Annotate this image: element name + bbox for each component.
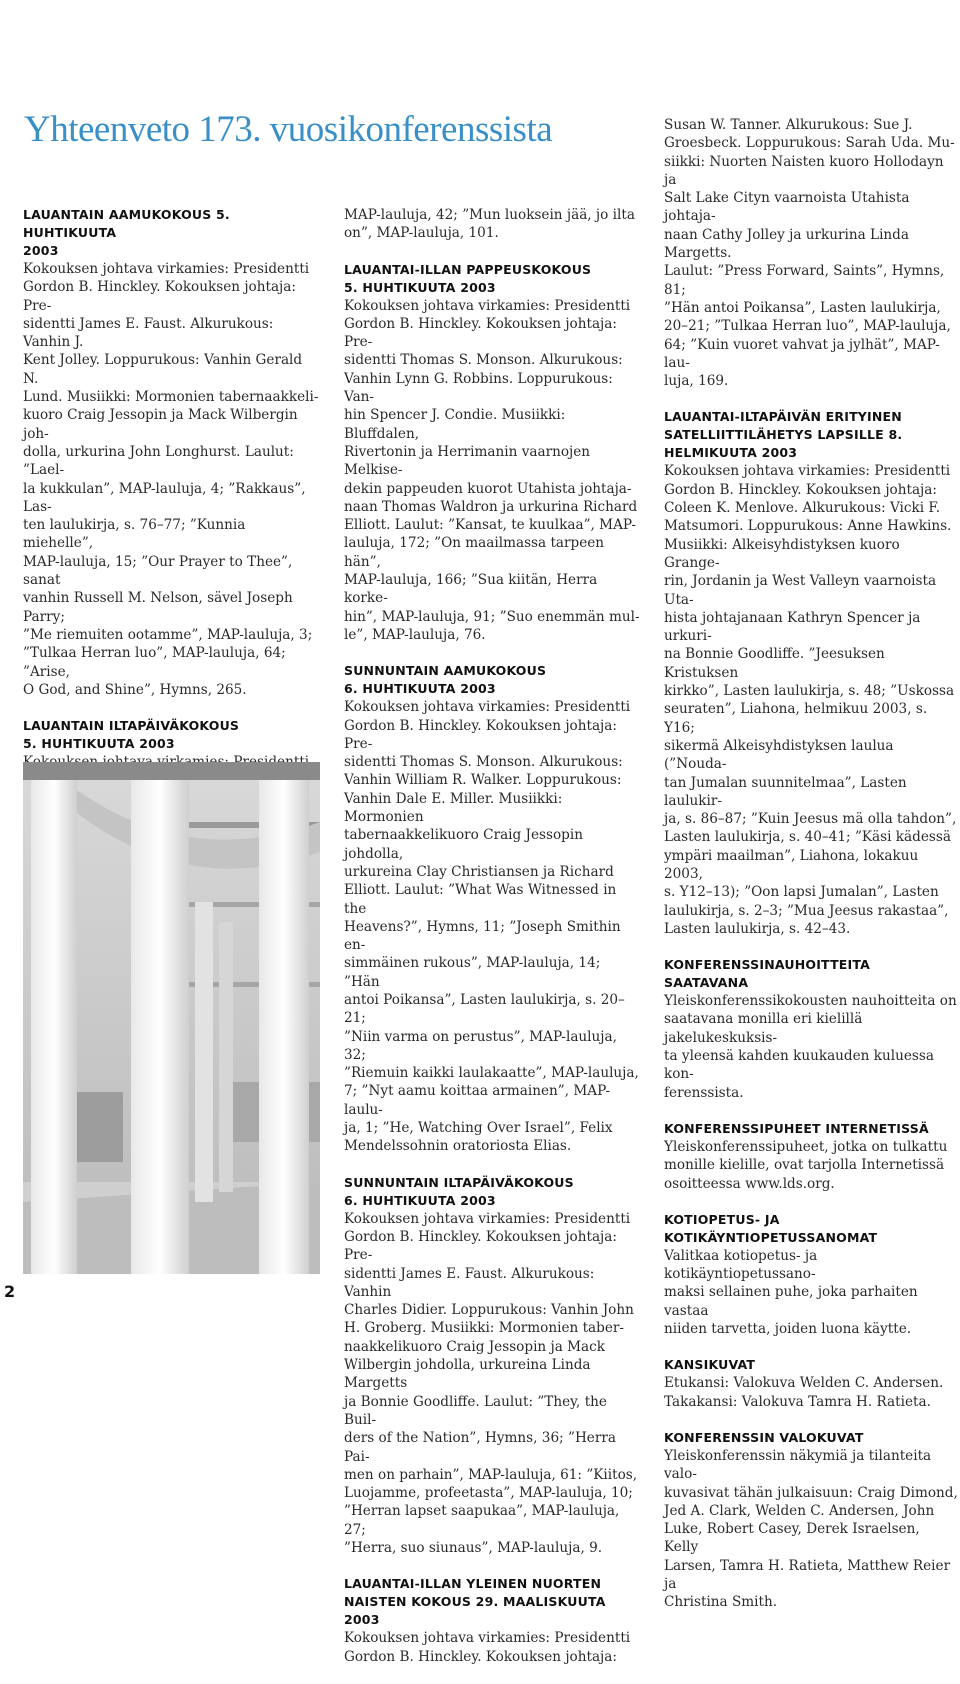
section-heading: SUNNUNTAIN AAMUKOKOUS 6. HUHTIKUUTA 2003 <box>344 663 547 697</box>
section-priesthood-session <box>344 261 640 645</box>
section-continued <box>344 206 640 243</box>
section-heading: LAUANTAIN AAMUKOKOUS 5. HUHTIKUUTA 2003 <box>23 207 230 258</box>
section-sunday-afternoon <box>344 1174 640 1558</box>
column-3 <box>664 116 958 1630</box>
section-body: Yleiskonferenssin näkymiä ja tilanteita valo- kuvasivat tähän julkaisuun: Craig Dimond, Jed A. Clark, Welden C. Andersen, John Luke, Robert Casey, Derek Israelsen, Kelly Larsen, Tamra H. Ratieta, Matthew Reier ja Christina Smith. <box>664 1447 958 1611</box>
section-children-broadcast <box>664 408 958 938</box>
section-heading: KOTIOPETUS- JA KOTIKÄYNTIOPETUSSANOMAT <box>664 1211 878 1245</box>
interior-columns-image <box>23 762 320 1274</box>
section-body: Susan W. Tanner. Alkurukous: Sue J. Groesbeck. Loppurukous: Sarah Uda. Mu- siikki: Nuorten Naisten kuoro Hollodayn ja Salt Lake Cityn vaarnoista Utahista johtaja- naan Cathy Jolley ja urkurina Linda Margetts. Laulut: ”Press Forward, Saints”, Hymns, 81; ”Hän antoi Poikansa”, Lasten laulukirja, 20–21; ”Tulkaa Herran luo”, MAP-lauluja, 64; ”Kuin vuoret vahvat ja jylhät”, MAP-lau- luja, 169. <box>664 117 955 390</box>
section-recordings <box>664 956 958 1102</box>
section-young-women <box>344 1575 640 1666</box>
section-body: Kokouksen johtava virkamies: Presidentti Gordon B. Hinckley. Kokouksen johtaja: Pre- sidentti James E. Faust. Alkurukous: Vanhin J. Kent Jolley. Loppurukous: Vanhin Gerald N. Lund. Musiikki: Mormonien tabernaakkeli- kuoro Craig Jessopin ja Mack Wilbergin joh- dolla, urkurina John Longhurst. Laulut: ”Lael- la kukkulan”, MAP-lauluja, 4; ”Rakkaus”, Las- ten laulukirja, s. 76–77; ”Kunnia miehelle”, MAP-lauluja, 15; ”Our Prayer to Thee”, sanat vanhin Russell M. Nelson, sävel Joseph Parry; ”Me riemuiten ootamme”, MAP-lauluja, 3; ”Tulkaa Herran luo”, MAP-lauluja, 64; ”Arise, O God, and Shine”, Hymns, 265. <box>23 261 319 698</box>
section-body: Kokouksen johtava virkamies: Presidentti Gordon B. Hinckley. Kokouksen johtaja: Pre- sidentti Thomas S. Monson. Alkurukous: Vanhin Lynn G. Robbins. Loppurukous: Van- hin Spencer J. Condie. Musiikki: Bluffdalen, Rivertonin ja Herrimanin vaarnojen Melkise- dekin pappeuden kuorot Utahista johtaja- naan Thomas Waldron ja urkurina Richard Elliott. Laulut: ”Kansat, te kuulkaa”, MAP- lauluja, 172; ”On maailmassa tarpeen hän”, MAP-lauluja, 166; ”Sua kiitän, Herra korke- hin”, MAP-lauluja, 91; ”Suo enemmän mul- le”, MAP-lauluja, 76. <box>344 297 640 643</box>
section-heading: LAUANTAIN ILTAPÄIVÄKOKOUS 5. HUHTIKUUTA 2003 <box>23 718 240 752</box>
section-body: Valitkaa kotiopetus- ja kotikäyntiopetussano- maksi sellainen puhe, joka parhaiten vastaa niiden tarvetta, joiden luona käytte. <box>664 1247 918 1338</box>
section-heading: KONFERENSSIPUHEET INTERNETISSÄ <box>664 1120 929 1136</box>
section-heading: LAUANTAI-ILTAPÄIVÄN ERITYINEN SATELLIITTILÄHETYS LAPSILLE 8. HELMIKUUTA 2003 <box>664 409 903 461</box>
section-heading: KANSIKUVAT <box>664 1357 756 1373</box>
section-heading: KONFERENSSINAUHOITTEITA SAATAVANA <box>664 957 871 991</box>
section-body: Yleiskonferenssikokousten nauhoitteita on saatavana monilla eri kielillä jakelukeskuksis- ta yleensä kahden kuukauden kuluessa kon- ferenssista. <box>664 993 957 1101</box>
section-heading: SUNNUNTAIN ILTAPÄIVÄKOKOUS 6. HUHTIKUUTA 2003 <box>344 1174 574 1208</box>
section-heading: LAUANTAI-ILLAN PAPPEUSKOKOUS 5. HUHTIKUUTA 2003 <box>344 261 592 295</box>
page-title: Yhteenveto 173. vuosikonferenssista <box>24 109 553 150</box>
section-heading: KONFERENSSIN VALOKUVAT <box>664 1429 864 1445</box>
column-2 <box>344 206 640 1684</box>
section-body: Kokouksen johtava virkamies: Presidentti Gordon B. Hinckley. Kokouksen johtaja: Pre- sidentti James E. Faust. Alkurukous: Vanhin Charles Didier. Loppurukous: Vanhin John H. Groberg. Musiikki: Mormonien taber- naakkelikuoro Craig Jessopin ja Mack Wilbergin johdolla, urkureina Linda Margetts ja Bonnie Goodliffe. Laulut: ”They, the Buil- ders of the Nation”, Hymns, 36; ”Herra Pai- men on parhain”, MAP-lauluja, 61: ”Kiitos, Luojamme, profeetasta”, MAP-lauluja, 10; ”Herran lapset saapukaa”, MAP-lauluja, 27; ”Herra, suo siunaus”, MAP-lauluja, 9. <box>344 1210 638 1556</box>
section-saturday-morning <box>23 206 319 699</box>
section-body: Etukansi: Valokuva Welden C. Andersen. Takakansi: Valokuva Tamra H. Ratieta. <box>664 1375 944 1410</box>
section-heading: LAUANTAI-ILLAN YLEINEN NUORTEN NAISTEN KOKOUS 29. MAALISKUUTA 2003 <box>344 1576 606 1628</box>
section-conference-photos <box>664 1429 958 1612</box>
conference-center-photo <box>23 762 320 1274</box>
section-body: Yleiskonferenssipuheet, jotka on tulkattu monille kielille, ovat tarjolla Internetissä osoitteessa www.lds.org. <box>664 1138 948 1192</box>
section-body: Kokouksen johtava virkamies: Presidentti Gordon B. Hinckley. Kokouksen johtaja: Coleen K. Menlove. Alkurukous: Vicki F. Matsumori. Loppurukous: Anne Hawkins. Musiikki: Alkeisyhdistyksen kuoro Grange- rin, Jordanin ja West Valleyn vaarnoista Uta- hista johtajanaan Kathryn Spencer ja urkuri- na Bonnie Goodliffe. ”Jeesuksen Kristuksen kirkko”, Lasten laulukirja, s. 48; ”Uskossa seuraten”, Liahona, helmikuu 2003, s. Y16; sikermä Alkeisyhdistyksen laulua (”Nouda- tan Jumalan suunnitelmaa”, Lasten laulukir- ja, s. 86–87; ”Kuin Jeesus mä olla tahdon”, Lasten laulukirja, s. 40–41; ”Käsi kädessä ympäri maailman”, Liahona, lokakuu 2003, s. Y12–13); ”Oon lapsi Jumalan”, Lasten laulukirja, s. 2–3; ”Mua Jeesus rakastaa”, Lasten laulukirja, s. 42–43. <box>664 463 957 937</box>
section-continued <box>664 116 958 390</box>
section-body: Kokouksen johtava virkamies: Presidentti Gordon B. Hinckley. Kokouksen johtaja: <box>344 1630 631 1665</box>
section-internet <box>664 1120 958 1193</box>
section-teaching-messages <box>664 1211 958 1338</box>
section-body: MAP-lauluja, 42; ”Mun luoksein jää, jo ilta on”, MAP-lauluja, 101. <box>344 207 635 242</box>
section-cover-photos <box>664 1356 958 1411</box>
section-body: Kokouksen johtava virkamies: Presidentti Gordon B. Hinckley. Kokouksen johtaja: Pre- sidentti Thomas S. Monson. Alkurukous: Vanhin William R. Walker. Loppurukous: Vanhin Dale E. Miller. Musiikki: Mormonien tabernaakkelikuoro Craig Jessopin johdolla, urkureina Clay Christiansen ja Richard Elliott. Laulut: ”What Was Witnessed in the Heavens?”, Hymns, 11; ”Joseph Smithin en- simmäinen rukous”, MAP-lauluja, 14; ”Hän antoi Poikansa”, Lasten laulukirja, s. 20–21; ”Niin varma on perustus”, MAP-lauluja, 32; ”Riemuin kaikki laulakaatte”, MAP-lauluja, 7; ”Nyt aamu koittaa armainen”, MAP-laulu- ja, 1; ”He, Watching Over Israel”, Felix Mendelssohnin oratoriosta Elias. <box>344 699 639 1155</box>
page-number: 2 <box>4 1282 16 1301</box>
section-sunday-morning <box>344 662 640 1155</box>
